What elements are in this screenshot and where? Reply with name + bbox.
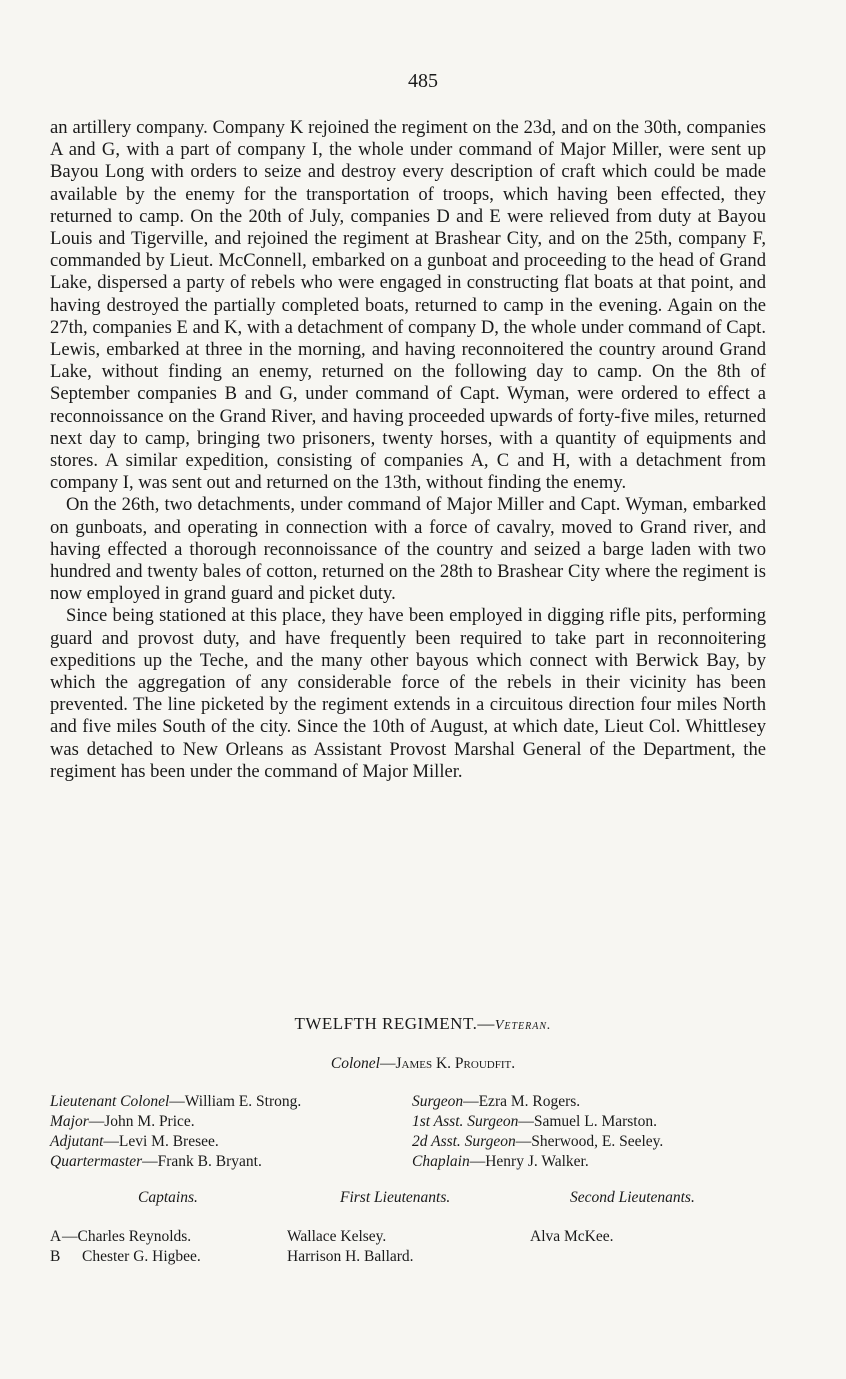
officer-name: —Frank B. Bryant. bbox=[142, 1153, 262, 1170]
paragraph-1: an artillery company. Company K rejoined the regiment on the 23d, and on the 30th, companies A and G, with a part of company I, the whole under command of Major Miller, were sent up Bayou Long with orders to seize and destroy every description of craft which could be made available by the enemy for the transportation of troops, which having been effected, they returned to camp. On the 20th of July, companies D and E were relieved from duty at Bayou Louis and Tigerville, and rejoined the regiment at Brashear City, and on the 25th, company F, commanded by Lieut. McConnell, embarked on a gunboat and proceeding to the head of Grand Lake, dispersed a party of rebels who were engaged in constructing flat boats at that point, and having destroyed the partially completed boats, returned to camp in the evening. Again on the 27th, companies E and K, with a detachment of company D, the whole under command of Capt. Lewis, embarked at three in the morning, and having reconnoitered the country around Grand Lake, without finding an enemy, returned on the following day to camp. On the 8th of September companies B and G, under command of Capt. Wyman, were ordered to effect a reconnoissance on the Grand River, and having proceeded upwards of forty-five miles, returned next day to camp, bringing two prisoners, twenty horses, with a quantity of equipments and stores. A similar expedition, consisting of companies A, C and H, with a detachment from company I, was sent out and returned on the 13th, without finding the enemy. bbox=[50, 117, 766, 494]
officer-role: Chaplain bbox=[412, 1153, 470, 1170]
officer-row bbox=[50, 1112, 766, 1132]
body-text bbox=[50, 117, 766, 783]
section-subtitle: Veteran. bbox=[494, 1018, 552, 1033]
officer-role: 1st Asst. Surgeon bbox=[412, 1113, 519, 1130]
column-header-second-lieutenants: Second Lieutenants. bbox=[570, 1189, 695, 1206]
company-captain: —Charles Reynolds. bbox=[62, 1228, 192, 1245]
colonel-name: James K. Proudfit. bbox=[395, 1055, 516, 1072]
officer-name: —John M. Price. bbox=[88, 1113, 195, 1130]
officer-row bbox=[50, 1132, 766, 1152]
officer-name: —William E. Strong. bbox=[169, 1093, 302, 1110]
officer-role: 2d Asst. Surgeon bbox=[412, 1133, 516, 1150]
officer-name: —Sherwood, E. Seeley. bbox=[515, 1133, 664, 1150]
company-row bbox=[50, 1227, 766, 1247]
column-header-captains: Captains. bbox=[138, 1189, 198, 1206]
officer-row bbox=[50, 1152, 766, 1172]
company-captain: Chester G. Higbee. bbox=[82, 1248, 201, 1265]
officer-role: Surgeon bbox=[412, 1093, 464, 1110]
section-heading bbox=[0, 1014, 846, 1034]
section-title: TWELFTH REGIMENT.— bbox=[294, 1014, 495, 1033]
officer-role: Major bbox=[50, 1113, 89, 1130]
officer-role: Adjutant bbox=[50, 1133, 104, 1150]
company-row bbox=[50, 1247, 766, 1267]
officer-role: Lieutenant Colonel bbox=[50, 1093, 170, 1110]
officer-name: —Levi M. Bresee. bbox=[103, 1133, 219, 1150]
officer-role: Quartermaster bbox=[50, 1153, 143, 1170]
colonel-role: Colonel bbox=[330, 1055, 380, 1072]
officer-name: —Samuel L. Marston. bbox=[518, 1113, 657, 1130]
company-roster bbox=[50, 1227, 766, 1267]
column-header-first-lieutenants: First Lieutenants. bbox=[340, 1189, 451, 1206]
officer-row bbox=[50, 1092, 766, 1112]
paragraph-3: Since being stationed at this place, they have been employed in digging rifle pits, performing guard and provost duty, and have frequently been required to take part in reconnoitering expeditions up the Teche, and the many other bayous which connect with Berwick Bay, by which the aggregation of any considerable force of the rebels in their vicinity has been prevented. The line picketed by the regiment extends in a circuitous direction four miles North and five miles South of the city. Since the 10th of August, at which date, Lieut Col. Whittlesey was detached to New Orleans as Assistant Provost Marshal General of the Department, the regiment has been under the command of Major Miller. bbox=[50, 605, 766, 782]
officer-name: —Ezra M. Rogers. bbox=[463, 1093, 581, 1110]
company-letter: A bbox=[50, 1228, 62, 1245]
colonel-dash: — bbox=[380, 1055, 396, 1072]
company-second-lieutenant: Alva McKee. bbox=[530, 1228, 614, 1245]
company-first-lieutenant: Harrison H. Ballard. bbox=[287, 1248, 414, 1265]
paragraph-2: On the 26th, two detachments, under command of Major Miller and Capt. Wyman, embarked on gunboats, and operating in connection with a force of cavalry, moved to Grand river, and having effected a thorough reconnoissance of the country and seized a barge laden with two hundred and twenty bales of cotton, returned on the 28th to Brashear City where the regiment is now employed in grand guard and picket duty. bbox=[50, 494, 766, 605]
company-first-lieutenant: Wallace Kelsey. bbox=[287, 1228, 387, 1245]
colonel-line bbox=[0, 1055, 846, 1073]
officer-name: —Henry J. Walker. bbox=[469, 1153, 589, 1170]
page-number: 485 bbox=[408, 70, 438, 92]
company-letter: B bbox=[50, 1248, 61, 1265]
officer-roster bbox=[50, 1092, 766, 1172]
